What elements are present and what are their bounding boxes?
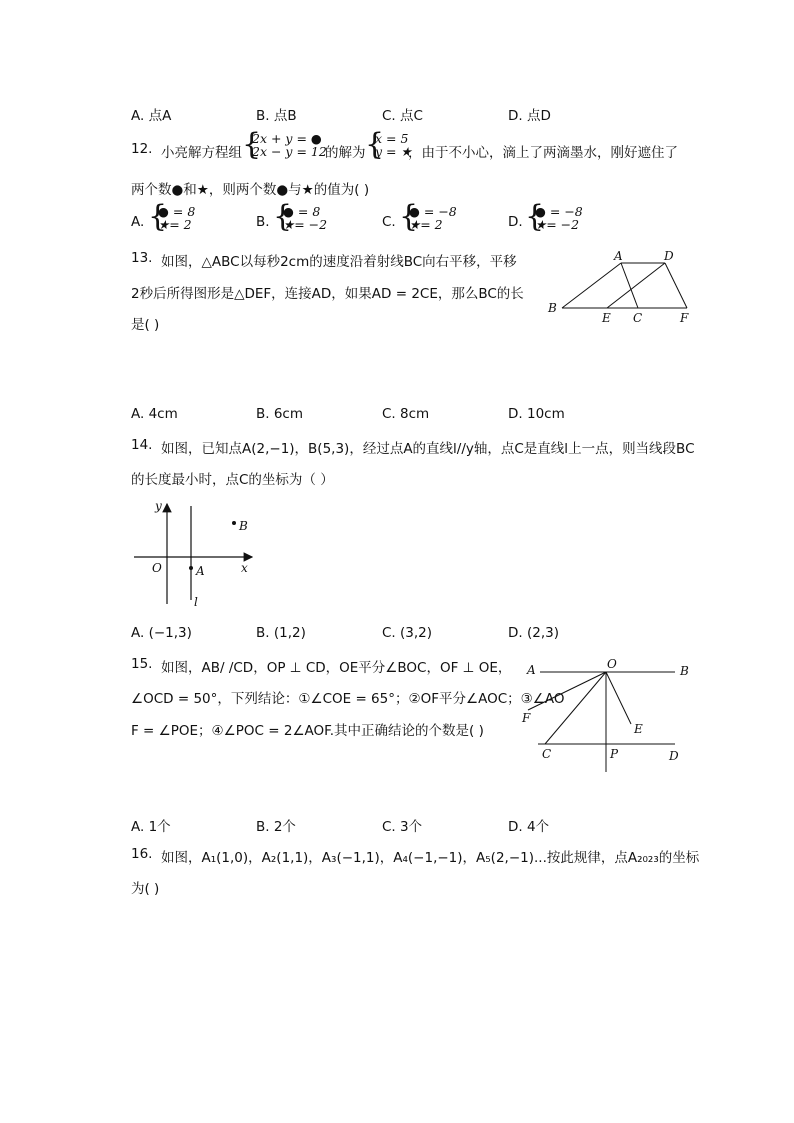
q16-number: 16. (131, 846, 153, 862)
q15-line3: F = ∠POE；④∠POC = 2∠AOF.其中正确结论的个数是( ) (131, 723, 484, 739)
q12-option-b-row1: ● = 8 (283, 204, 321, 219)
q16-line2: 为( ) (131, 881, 160, 897)
q14-label-o: O (152, 561, 162, 575)
q12-option-a-label: A. (131, 214, 145, 230)
q13-line2: 2秒后所得图形是△DEF，连接AD，如果AD = 2CE，那么BC的长 (131, 286, 524, 302)
q12-number: 12. (131, 141, 153, 157)
q12-option-a-row2: ★= 2 (158, 217, 192, 232)
q13-figure (540, 244, 700, 328)
q15-label-b: B (680, 664, 689, 678)
q14-option-c: C. (3,2) (382, 625, 433, 641)
q12-option-a-row1: ● = 8 (158, 204, 196, 219)
q15-label-p: P (610, 747, 619, 761)
q14-label-l: l (194, 595, 198, 609)
q15-line2: ∠OCD = 50°，下列结论：①∠COE = 65°；②OF平分∠AOC；③∠AO (131, 691, 565, 707)
q13-option-b: B. 6cm (256, 406, 304, 422)
q15-figure (520, 654, 700, 776)
q14-label-b: B (239, 519, 248, 533)
q11-option-b: B. 点B (256, 108, 297, 124)
q14-line1: 如图，已知点A(2,−1)，B(5,3)，经过点A的直线l//y轴，点C是直线l上一点，则当线段BC (161, 441, 695, 457)
q14-point-b (232, 521, 236, 525)
q12-solution-brace: { (365, 127, 385, 162)
q14-option-d: D. (2,3) (508, 625, 559, 641)
q15-number: 15. (131, 656, 153, 672)
q11-option-c: C. 点C (382, 108, 423, 124)
q13-line-df (665, 263, 687, 308)
q15-line-of (528, 672, 606, 710)
q13-label-e: E (602, 311, 611, 325)
q15-option-d: D. 4个 (508, 819, 550, 835)
q13-label-b: B (548, 301, 557, 315)
q15-label-e: E (634, 722, 643, 736)
q15-label-a: A (527, 663, 536, 677)
q14-option-a: A. (−1,3) (131, 625, 192, 641)
q15-label-f: F (522, 711, 531, 725)
q12-solution-x: x = 5 (375, 131, 409, 146)
q15-label-o: O (607, 657, 617, 671)
q15-label-c: C (542, 747, 552, 761)
q15-line1: 如图，AB/ /CD，OP ⊥ CD，OE平分∠BOC，OF ⊥ OE， (161, 660, 512, 676)
q12-option-b-label: B. (256, 214, 270, 230)
q12-system-brace: { (242, 127, 262, 162)
q14-label-x: x (241, 561, 248, 575)
q12-system-eq2: 2x − y = 12 (252, 144, 327, 159)
q12-solution-y: y = ★ (375, 144, 412, 159)
q13-line-ba (562, 263, 621, 308)
q14-point-a (189, 566, 193, 570)
q13-number: 13. (131, 250, 153, 266)
q13-option-c: C. 8cm (382, 406, 430, 422)
q13-label-f: F (680, 311, 689, 325)
q12-option-c-row1: ● = −8 (409, 204, 457, 219)
q12-option-d-label: D. (508, 214, 523, 230)
q15-line-oe (606, 672, 631, 724)
q12-line2: 两个数●和★，则两个数●与★的值为( ) (131, 182, 370, 198)
q14-number: 14. (131, 437, 153, 453)
q13-option-d: D. 10cm (508, 406, 565, 422)
q12-system-eq1: 2x + y = ● (252, 131, 322, 146)
q12-option-d-brace: { (525, 199, 545, 234)
q15-option-c: C. 3个 (382, 819, 423, 835)
q13-line1: 如图，△ABC以每秒2cm的速度沿着射线BC向右平移，平移 (161, 254, 517, 270)
q15-line-oc (545, 672, 606, 744)
q12-option-c-label: C. (382, 214, 396, 230)
q14-option-b: B. (1,2) (256, 625, 306, 641)
q12-option-d-row1: ● = −8 (535, 204, 583, 219)
q12-option-a-brace: { (148, 199, 168, 234)
q14-line2: 的长度最小时，点C的坐标为（ ） (131, 472, 334, 488)
q12-option-c-brace: { (399, 199, 419, 234)
q15-option-a: A. 1个 (131, 819, 171, 835)
q12-stem-c: ，由于不小心，滴上了两滴墨水，刚好遮住了 (408, 145, 678, 161)
q13-label-a: A (614, 249, 623, 263)
q14-figure (130, 496, 260, 612)
q14-label-y: y (155, 499, 162, 513)
q13-line3: 是( ) (131, 317, 160, 333)
q12-option-c-row2: ★= 2 (409, 217, 443, 232)
q15-option-b: B. 2个 (256, 819, 296, 835)
q13-option-a: A. 4cm (131, 406, 178, 422)
q12-stem-a: 小亮解方程组 (161, 145, 242, 161)
q12-option-d-row2: ★= −2 (535, 217, 580, 232)
q13-line-de (607, 263, 665, 308)
q11-option-d: D. 点D (508, 108, 551, 124)
q12-option-b-row2: ★= −2 (283, 217, 328, 232)
q14-label-a: A (196, 564, 205, 578)
q15-label-d: D (669, 749, 679, 763)
q13-label-c: C (633, 311, 643, 325)
q11-option-a: A. 点A (131, 108, 172, 124)
q16-line1: 如图，A₁(1,0)，A₂(1,1)，A₃(−1,1)，A₄(−1,−1)，A₅(2,−1)...按此规律，点A₂₀₂₃的坐标 (161, 850, 700, 866)
q12-option-b-brace: { (273, 199, 293, 234)
q13-label-d: D (664, 249, 674, 263)
q12-stem-b: 的解为 (325, 145, 366, 161)
